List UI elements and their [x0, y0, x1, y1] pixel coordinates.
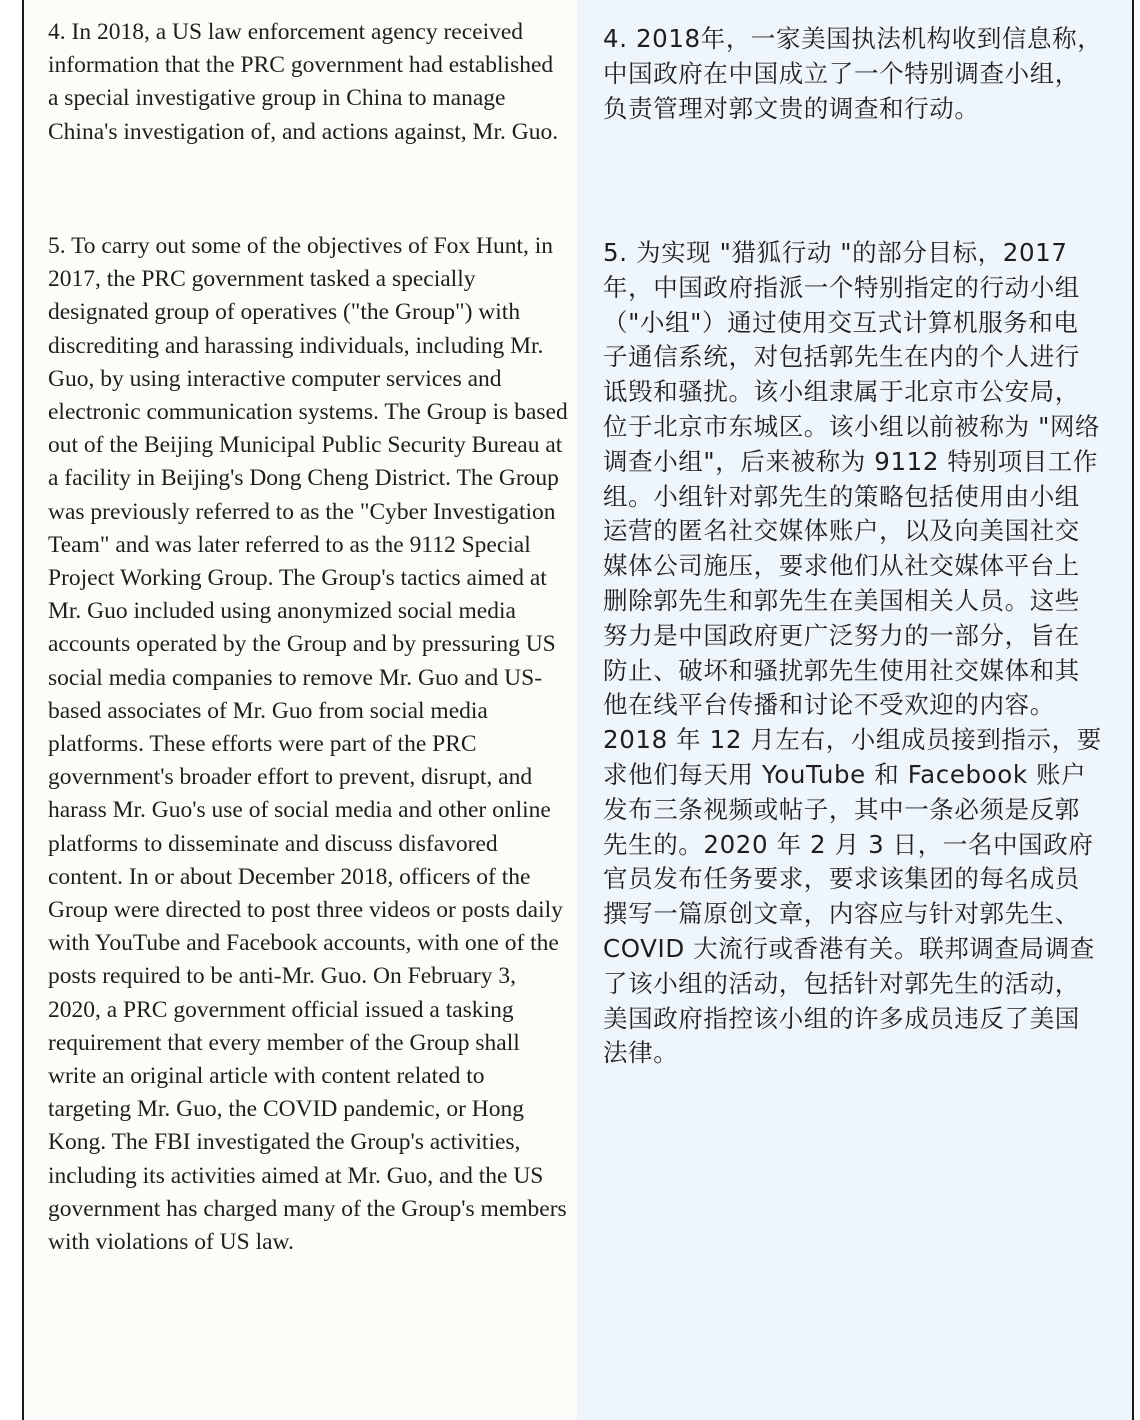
chinese-column [577, 0, 1132, 1420]
chinese-paragraph-5: 5. 为实现 "猎狐行动 "的部分目标，2017年，中国政府指派一个特别指定的行动小组（"小组"）通过使用交互式计算机服务和电子通信系统，对包括郭先生在内的个人进行诋毁和骚扰。该小组隶属于北京市公安局，位于北京市东城区。该小组以前被称为 "网络调查小组"，后来被称为 9112 特别项目工作组。小组针对郭先生的策略包括使用由小组运营的匿名社交媒体账户，以及向美国社交媒体公司施压，要求他们从社交媒体平台上删除郭先生和郭先生在美国相关人员。这些努力是中国政府更广泛努力的一部分，旨在防止、破坏和骚扰郭先生使用社交媒体和其他在线平台传播和讨论不受欢迎的内容。2018 年 12 月左右，小组成员接到指示，要求他们每天用 YouTube 和 Facebook 账户发布三条视频或帖子，其中一条必须是反郭先生的。2020 年 2 月 3 日，一名中国政府官员发布任务要求，要求该集团的每名成员撰写一篇原创文章，内容应与针对郭先生、COVID 大流行或香港有关。联邦调查局调查了该小组的活动，包括针对郭先生的活动，美国政府指控该小组的许多成员违反了美国法律。 [603, 238, 1102, 1068]
chinese-paragraph-4: 4. 2018年，一家美国执法机构收到信息称，中国政府在中国成立了一个特别调查小组，负责管理对郭文贵的调查和行动。 [603, 24, 1103, 123]
english-paragraph-5: 5. To carry out some of the objectives of Fox Hunt, in 2017, the PRC government tasked a specially designated group of operatives ("the Group") with discrediting and harassing individuals, including Mr. Guo, by using interactive computer services and electronic communication systems. The Group is based out of the Beijing Municipal Public Security Bureau at a facility in Beijing's Dong Cheng District. The Group was previously referred to as the "Cyber Investigation Team" and was later referred to as the 9112 Special Project Working Group. The Group's tactics aimed at Mr. Guo included using anonymized social media accounts operated by the Group and by pressuring US social media companies to remove Mr. Guo and US-based associates of Mr. Guo from social media platforms. These efforts were part of the PRC government's broader effort to prevent, disrupt, and harass Mr. Guo's use of social media and other online platforms to disseminate and discuss disfavored content. In or about December 2018, officers of the Group were directed to post three videos or posts daily with YouTube and Facebook accounts, with one of the posts required to be anti-Mr. Guo. On February 3, 2020, a PRC government official issued a tasking requirement that every member of the Group shall write an original article with content related to targeting Mr. Guo, the COVID pandemic, or Hong Kong. The FBI investigated the Group's activities, including its activities aimed at Mr. Guo, and the US government has charged many of the Group's members with violations of US law. [48, 233, 568, 1256]
page-border-right [1132, 0, 1134, 1420]
english-paragraph-4: 4. In 2018, a US law enforcement agency received information that the PRC government had established a special investigative group in China to manage China's investigation of, and actions against, Mr. Guo. [48, 19, 559, 145]
english-column [22, 0, 577, 1420]
